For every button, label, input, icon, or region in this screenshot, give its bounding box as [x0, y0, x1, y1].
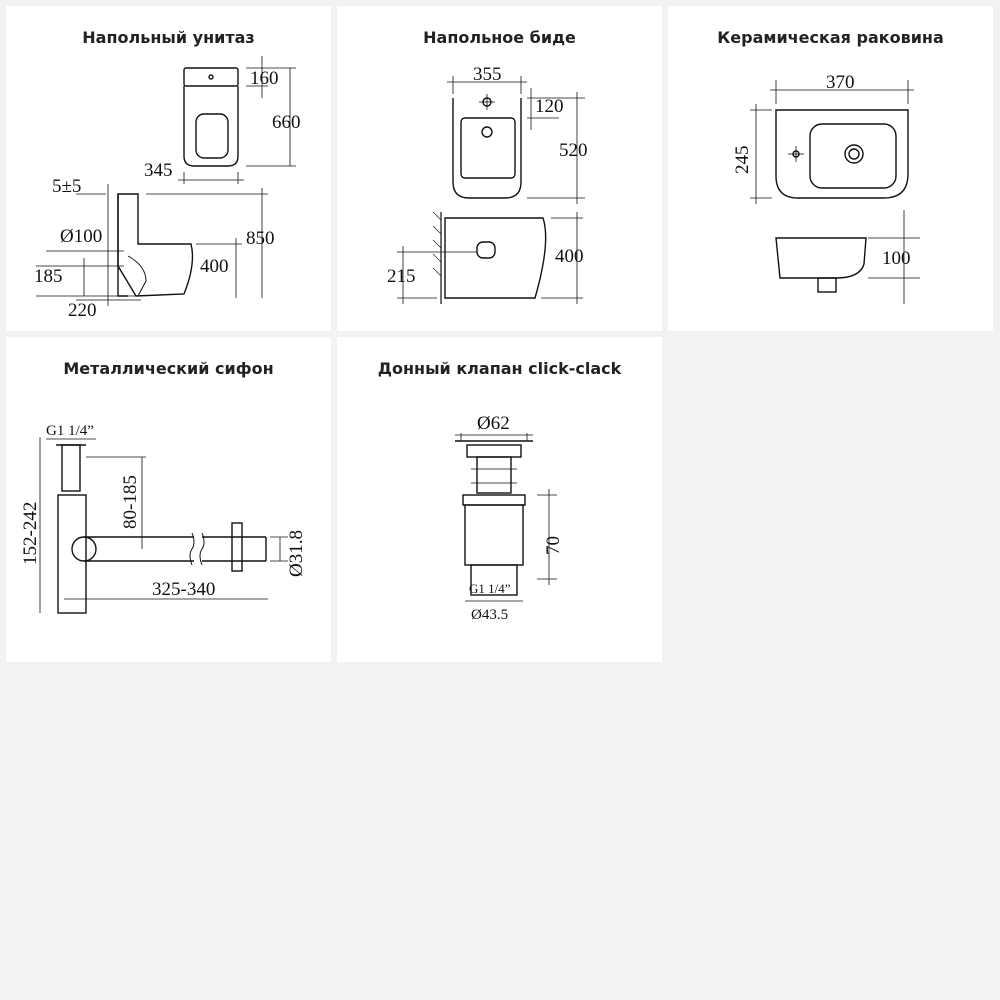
toilet-dim-pipe: Ø100 [60, 226, 103, 247]
sink-diagram [668, 6, 993, 331]
card-title: Напольное биде [423, 28, 576, 47]
bidet-dim-width: 355 [473, 64, 502, 85]
bidet-dim-length: 520 [559, 140, 588, 161]
siphon-dim-diameter: Ø31.8 [286, 530, 307, 577]
card-title: Донный клапан click-clack [377, 359, 622, 378]
siphon-dim-length: 325-340 [152, 579, 216, 600]
toilet-dim-outlet-x: 220 [68, 300, 97, 321]
valve-dim-top: Ø62 [477, 413, 510, 434]
bidet-dim-height: 400 [555, 246, 584, 267]
sink-dim-width: 370 [826, 72, 855, 93]
card-metal-siphon [6, 337, 331, 662]
siphon-dim-height: 152-242 [20, 501, 41, 565]
card-title: Керамическая раковина [717, 28, 944, 47]
valve-dim-thread: G1 1/4” [469, 581, 511, 596]
toilet-dim-outlet-h: 185 [34, 266, 63, 287]
toilet-diagram [6, 6, 331, 331]
valve-dim-bottom: Ø43.5 [471, 607, 509, 623]
card-title: Металлический сифон [63, 359, 274, 378]
sink-dim-height: 100 [882, 248, 911, 269]
card-floor-toilet [6, 6, 331, 331]
card-floor-bidet [337, 6, 662, 331]
siphon-dim-adjust: 80-185 [120, 475, 141, 529]
card-click-clack-valve [337, 337, 662, 662]
siphon-dim-thread: G1 1/4” [46, 423, 94, 439]
card-ceramic-sink [668, 6, 993, 331]
card-title: Напольный унитаз [82, 28, 255, 47]
toilet-dim-height: 850 [246, 228, 275, 249]
toilet-dim-offset: 5±5 [52, 176, 82, 197]
valve-dim-height: 70 [543, 536, 564, 555]
bidet-dim-hole: 120 [535, 96, 564, 117]
bidet-diagram [337, 6, 662, 331]
sink-dim-depth: 245 [732, 145, 753, 174]
toilet-dim-seat-h: 400 [200, 256, 229, 277]
toilet-dim-width: 345 [144, 160, 173, 181]
bidet-dim-wall: 215 [387, 266, 416, 287]
toilet-dim-top-depth: 160 [250, 68, 279, 89]
toilet-dim-top-len: 660 [272, 112, 301, 133]
siphon-diagram [6, 337, 331, 662]
valve-diagram [337, 337, 662, 662]
